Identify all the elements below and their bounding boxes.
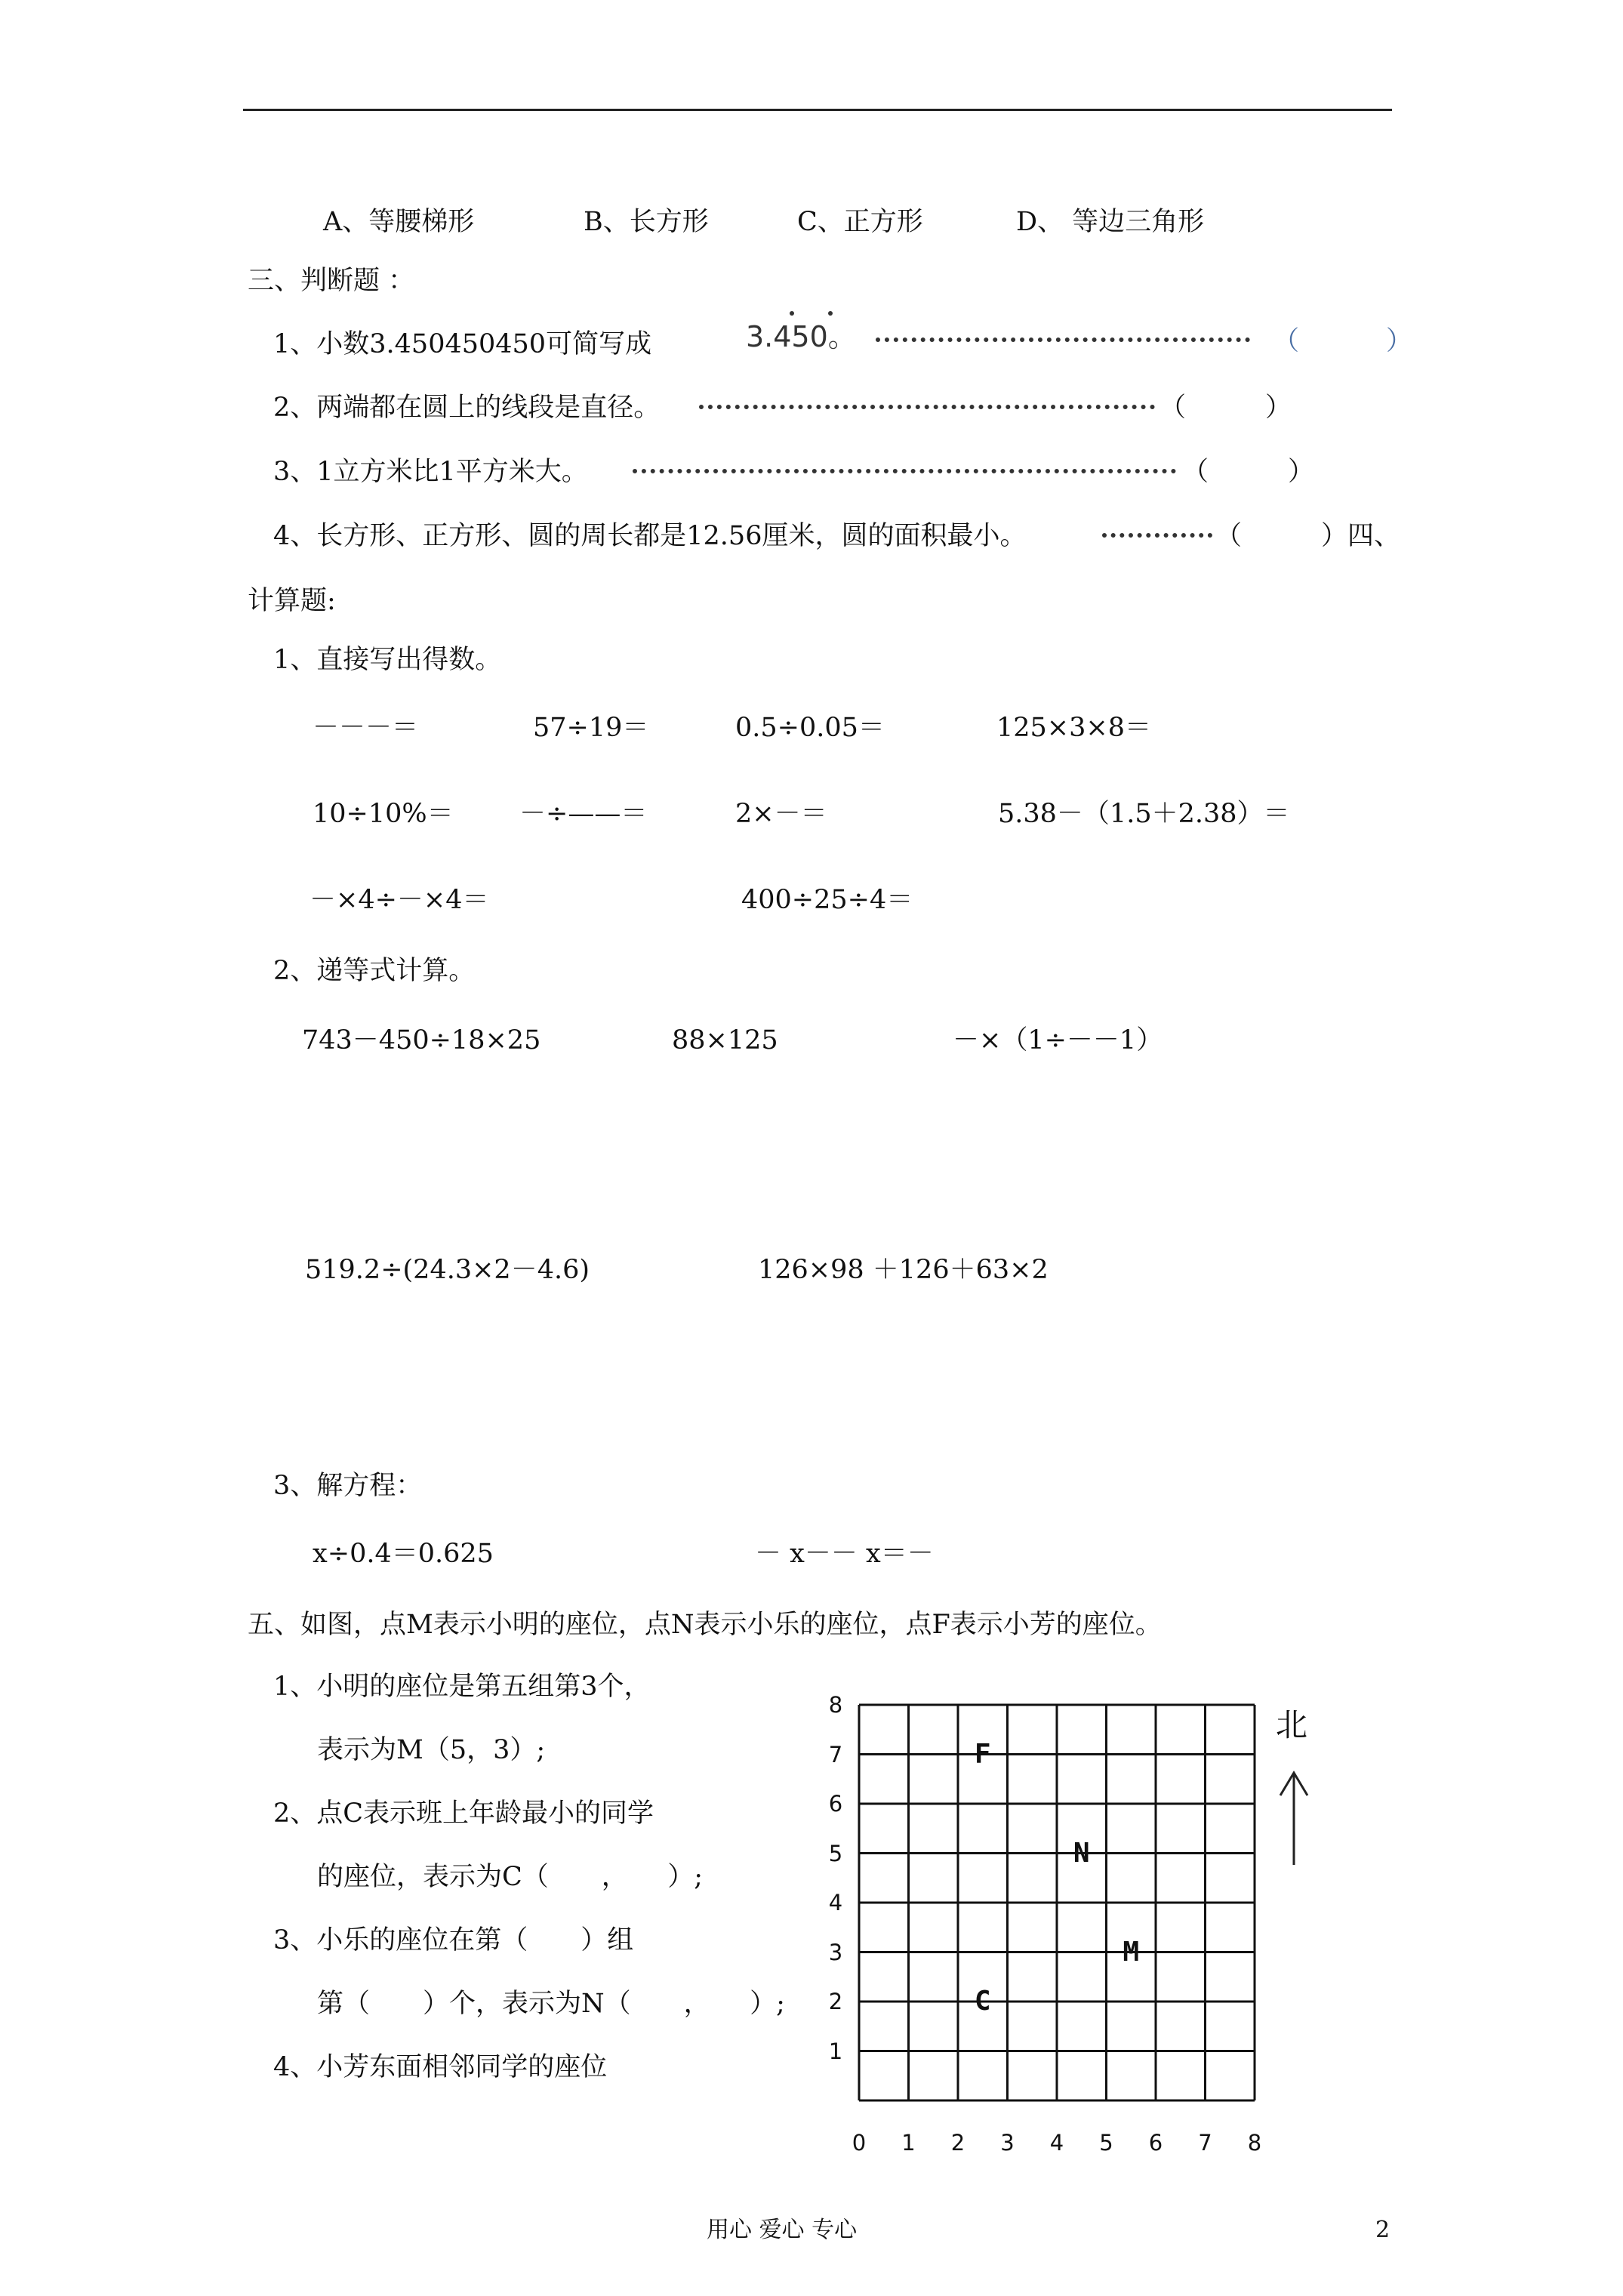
calc-r3-2: 400÷25÷4＝	[741, 885, 913, 915]
x-axis-label: 5	[1099, 2130, 1113, 2156]
section-4-title: 计算题:	[248, 586, 336, 616]
calc-r2-1: 10÷10%＝	[313, 799, 454, 829]
q1-text: 1、小数3.450450450可简写成	[273, 329, 652, 359]
y-axis-label: 8	[828, 1692, 843, 1718]
y-axis-label: 6	[828, 1791, 843, 1817]
option-b: B、长方形	[584, 207, 709, 237]
equation-2: － x－－ x＝－	[755, 1539, 934, 1569]
repeat-dot	[828, 311, 833, 316]
y-axis-label: 4	[828, 1890, 843, 1915]
x-axis-label: 8	[1247, 2130, 1262, 2156]
y-axis-label: 1	[828, 2038, 843, 2064]
s5-line-3: 2、点C表示班上年龄最小的同学	[273, 1798, 654, 1829]
expr-3: －×（1÷－－1）	[953, 1025, 1163, 1056]
expr-5: 126×98 ＋126＋63×2	[758, 1255, 1049, 1285]
y-axis-label: 3	[828, 1939, 843, 1965]
x-axis-label: 6	[1148, 2130, 1163, 2156]
y-axis-label: 7	[828, 1741, 843, 1767]
q1-paren-left: （	[1273, 326, 1300, 356]
sub-3-title: 3、解方程：	[273, 1471, 423, 1501]
seat-grid	[858, 1703, 1256, 2102]
x-axis-label: 3	[1000, 2130, 1015, 2156]
repeat-dot	[790, 311, 794, 316]
q2-leader-dots	[699, 405, 1155, 409]
option-d: D、 等边三角形	[1016, 207, 1205, 237]
q4-text: 4、长方形、正方形、圆的周长都是12.56厘米，圆的面积最小。	[273, 521, 1027, 551]
expr-4: 519.2÷(24.3×2－4.6)	[305, 1255, 590, 1285]
y-axis-label: 5	[828, 1840, 843, 1866]
q3-text: 3、1立方米比1平方米大。	[273, 457, 588, 487]
calc-r2-3: 2×－＝	[735, 799, 827, 829]
s5-line-7: 4、小芳东面相邻同学的座位	[273, 2052, 608, 2082]
calc-r1-2: 57÷19＝	[533, 713, 649, 743]
x-axis-label: 4	[1049, 2130, 1064, 2156]
calc-r1-4: 125×3×8＝	[996, 713, 1151, 743]
x-axis-label: 2	[950, 2130, 965, 2156]
page-number: 2	[1375, 2217, 1390, 2243]
q4-leader-dots	[1102, 533, 1212, 538]
north-label: 北	[1276, 1706, 1308, 1743]
q2-text: 2、两端都在圆上的线段是直径。	[273, 393, 661, 423]
header-rule	[243, 109, 1392, 111]
calc-r1-3: 0.5÷0.05＝	[735, 713, 885, 743]
q1-leader-dots	[876, 337, 1250, 342]
seat-point-c: C	[974, 1986, 991, 2017]
x-axis-label: 7	[1198, 2130, 1212, 2156]
calc-r2-2: －÷——＝	[519, 799, 648, 829]
option-c: C、正方形	[797, 207, 923, 237]
s5-line-6: 第（ ）个，表示为N（ ， ）;	[317, 1989, 785, 2019]
q3-leader-dots	[633, 469, 1176, 473]
calc-r1-1: －－－＝	[313, 713, 419, 743]
seat-point-m: M	[1123, 1936, 1140, 1968]
s5-line-1: 1、小明的座位是第五组第3个，	[273, 1672, 651, 1702]
north-arrow-icon	[1276, 1768, 1312, 1866]
s5-line-4: 的座位，表示为C（ ， ）;	[317, 1862, 704, 1892]
q1-paren-right: ）	[1386, 326, 1413, 356]
q2-paren: （ ）	[1160, 393, 1292, 423]
seat-point-n: N	[1073, 1837, 1090, 1869]
section-5-title: 五、如图，点M表示小明的座位，点N表示小乐的座位，点F表示小芳的座位。	[248, 1610, 1162, 1640]
s5-line-5: 3、小乐的座位在第（ ）组	[273, 1925, 634, 1955]
calc-r3-1: －×4÷－×4＝	[310, 885, 489, 915]
q3-paren: （ ）	[1182, 457, 1315, 487]
y-axis-label: 2	[828, 1989, 843, 2014]
seat-point-f: F	[974, 1738, 991, 1770]
q1-repeating-decimal: 3.450。	[746, 320, 857, 353]
option-a: A、等腰梯形	[323, 207, 475, 237]
x-axis-label: 0	[852, 2130, 867, 2156]
sub-1-title: 1、直接写出得数。	[273, 645, 502, 675]
section-3-title: 三、判断题 ：	[248, 266, 415, 296]
x-axis-label: 1	[901, 2130, 916, 2156]
expr-1: 743－450÷18×25	[302, 1025, 541, 1056]
expr-2: 88×125	[672, 1025, 778, 1056]
q4-paren: （ ）四、	[1215, 521, 1401, 551]
equation-1: x÷0.4＝0.625	[313, 1539, 494, 1569]
calc-r2-4: 5.38－（1.5＋2.38）＝	[998, 799, 1290, 829]
sub-2-title: 2、递等式计算。	[273, 956, 476, 986]
s5-line-2: 表示为M（5，3）;	[317, 1735, 546, 1765]
footer-motto: 用心 爱心 专心	[707, 2217, 858, 2243]
